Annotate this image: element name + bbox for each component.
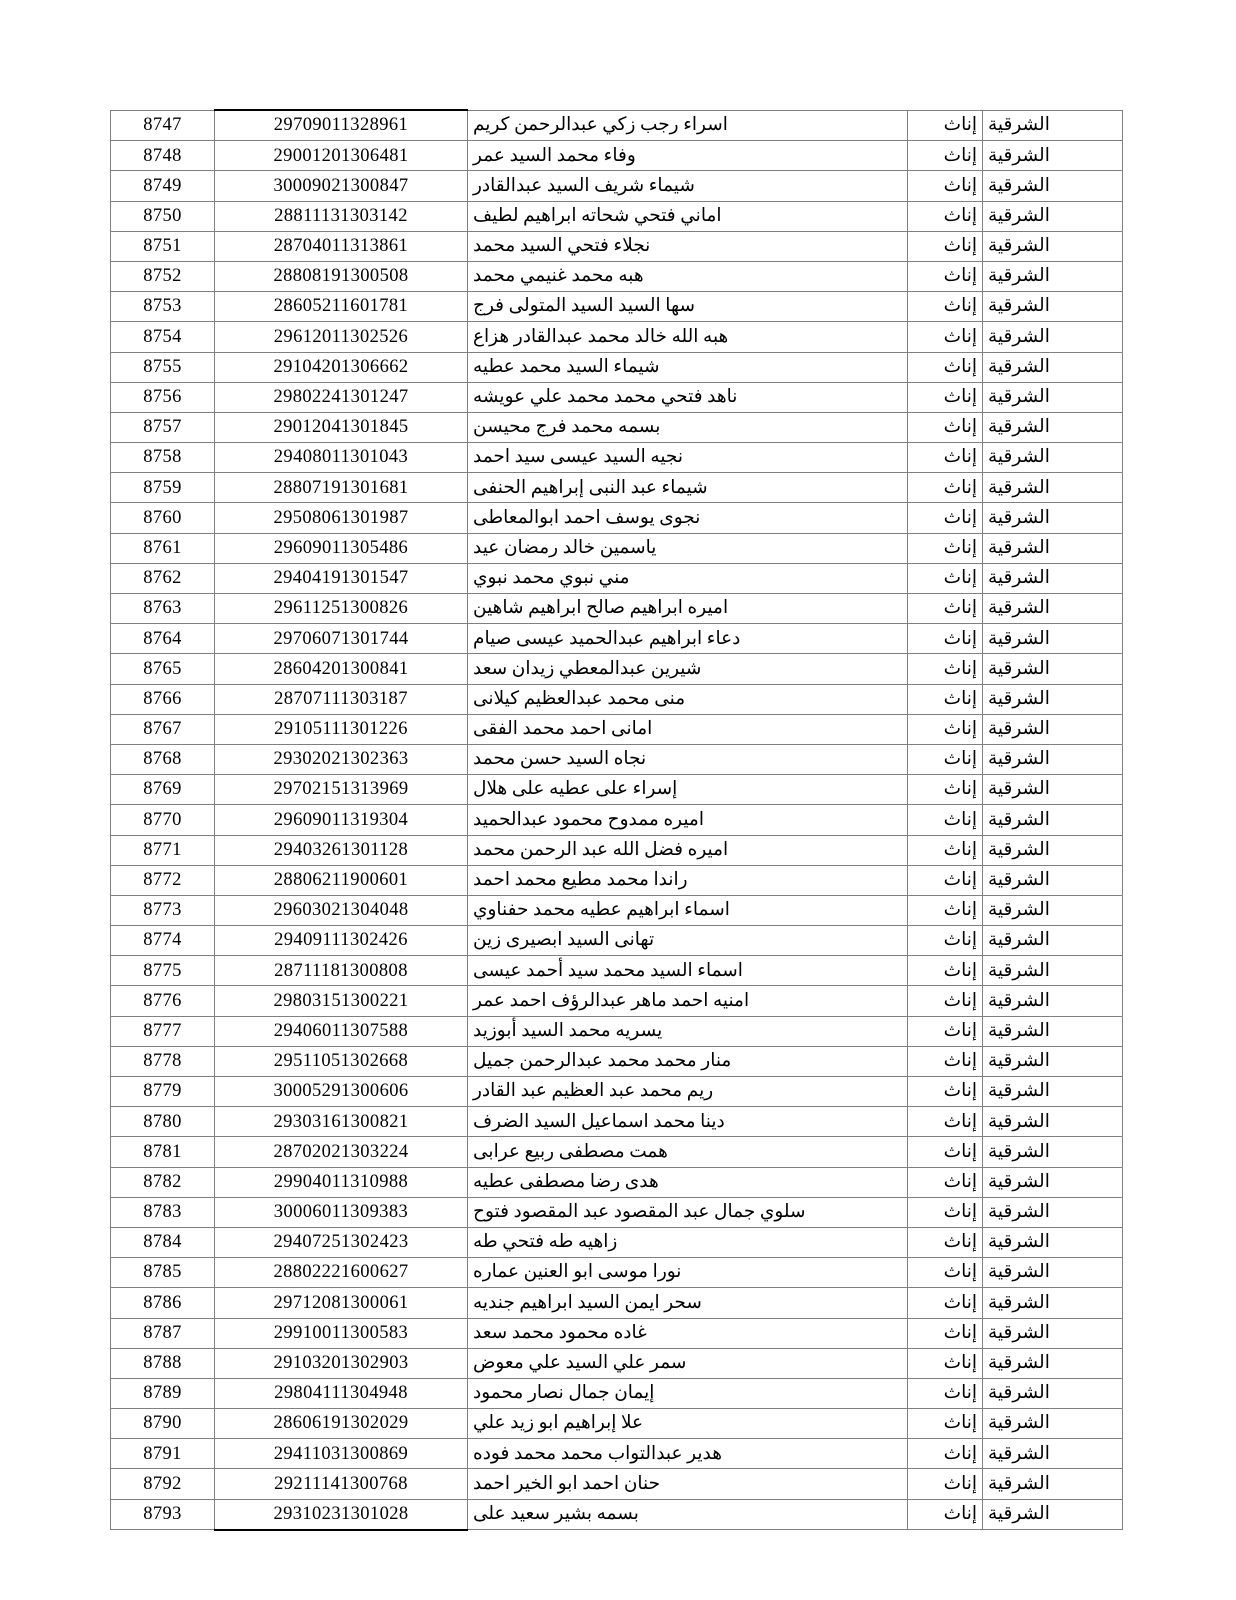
serial-cell: 8750 <box>111 201 215 231</box>
table-row <box>111 956 1123 986</box>
gender-cell: إناث <box>908 594 983 624</box>
serial-cell: 8770 <box>111 805 215 835</box>
gender-cell: إناث <box>908 1409 983 1439</box>
name-cell: ياسمين خالد رمضان عيد <box>468 533 908 563</box>
serial-cell: 8791 <box>111 1439 215 1469</box>
governorate-cell: الشرقية <box>983 1409 1123 1439</box>
gender-cell: إناث <box>908 1288 983 1318</box>
governorate-cell: الشرقية <box>983 412 1123 442</box>
gender-cell: إناث <box>908 473 983 503</box>
table-row <box>111 171 1123 201</box>
table-row <box>111 1227 1123 1257</box>
governorate-cell: الشرقية <box>983 443 1123 473</box>
serial-cell: 8788 <box>111 1348 215 1378</box>
name-cell: غاده محمود محمد سعد <box>468 1318 908 1348</box>
national-id-cell: 28704011313861 <box>215 231 468 261</box>
name-cell: سها السيد السيد المتولى فرج <box>468 292 908 322</box>
governorate-cell: الشرقية <box>983 503 1123 533</box>
name-cell: بسمه بشير سعيد على <box>468 1499 908 1530</box>
governorate-cell: الشرقية <box>983 594 1123 624</box>
table-row <box>111 443 1123 473</box>
table-row <box>111 805 1123 835</box>
name-cell: دعاء ابراهيم عبدالحميد عيسى صيام <box>468 624 908 654</box>
gender-cell: إناث <box>908 1227 983 1257</box>
governorate-cell: الشرقية <box>983 473 1123 503</box>
serial-cell: 8756 <box>111 382 215 412</box>
table-row <box>111 1258 1123 1288</box>
name-cell: سحر ايمن السيد ابراهيم جنديه <box>468 1288 908 1318</box>
gender-cell: إناث <box>908 171 983 201</box>
name-cell: نجاه السيد حسن محمد <box>468 744 908 774</box>
national-id-cell: 30006011309383 <box>215 1197 468 1227</box>
name-cell: دينا محمد اسماعيل السيد الضرف <box>468 1107 908 1137</box>
table-row <box>111 654 1123 684</box>
national-id-cell: 28605211601781 <box>215 292 468 322</box>
governorate-cell: الشرقية <box>983 322 1123 352</box>
national-id-cell: 28606191302029 <box>215 1409 468 1439</box>
name-cell: ناهد فتحي محمد محمد علي عويشه <box>468 382 908 412</box>
table-row <box>111 1348 1123 1378</box>
national-id-cell: 29511051302668 <box>215 1046 468 1076</box>
national-id-cell: 28604201300841 <box>215 654 468 684</box>
name-cell: شيماء السيد محمد عطيه <box>468 352 908 382</box>
name-cell: نجيه السيد عيسى سيد احمد <box>468 443 908 473</box>
gender-cell: إناث <box>908 292 983 322</box>
serial-cell: 8751 <box>111 231 215 261</box>
gender-cell: إناث <box>908 412 983 442</box>
table-row <box>111 412 1123 442</box>
serial-cell: 8752 <box>111 261 215 291</box>
serial-cell: 8747 <box>111 110 215 141</box>
name-cell: ريم محمد عبد العظيم عبد القادر <box>468 1077 908 1107</box>
national-id-cell: 29404191301547 <box>215 563 468 593</box>
table-row <box>111 1016 1123 1046</box>
governorate-cell: الشرقية <box>983 624 1123 654</box>
national-id-cell: 28811131303142 <box>215 201 468 231</box>
table-row <box>111 473 1123 503</box>
governorate-cell: الشرقية <box>983 1107 1123 1137</box>
name-cell: شيماء شريف السيد عبدالقادر <box>468 171 908 201</box>
name-cell: علا إبراهيم ابو زيد علي <box>468 1409 908 1439</box>
governorate-cell: الشرقية <box>983 261 1123 291</box>
national-id-cell: 29411031300869 <box>215 1439 468 1469</box>
gender-cell: إناث <box>908 443 983 473</box>
national-id-cell: 28707111303187 <box>215 684 468 714</box>
gender-cell: إناث <box>908 1318 983 1348</box>
serial-cell: 8766 <box>111 684 215 714</box>
name-cell: امنيه احمد ماهر عبدالرؤف احمد عمر <box>468 986 908 1016</box>
table-row <box>111 865 1123 895</box>
national-id-cell: 28711181300808 <box>215 956 468 986</box>
gender-cell: إناث <box>908 110 983 141</box>
governorate-cell: الشرقية <box>983 533 1123 563</box>
governorate-cell: الشرقية <box>983 986 1123 1016</box>
table-row <box>111 382 1123 412</box>
table-row <box>111 110 1123 141</box>
serial-cell: 8792 <box>111 1469 215 1499</box>
governorate-cell: الشرقية <box>983 141 1123 171</box>
gender-cell: إناث <box>908 775 983 805</box>
national-id-cell: 29804111304948 <box>215 1378 468 1408</box>
governorate-cell: الشرقية <box>983 1499 1123 1530</box>
serial-cell: 8790 <box>111 1409 215 1439</box>
governorate-cell: الشرقية <box>983 714 1123 744</box>
governorate-cell: الشرقية <box>983 352 1123 382</box>
gender-cell: إناث <box>908 563 983 593</box>
serial-cell: 8760 <box>111 503 215 533</box>
governorate-cell: الشرقية <box>983 805 1123 835</box>
serial-cell: 8785 <box>111 1258 215 1288</box>
gender-cell: إناث <box>908 201 983 231</box>
roster-table-container <box>111 109 1123 1531</box>
gender-cell: إناث <box>908 986 983 1016</box>
gender-cell: إناث <box>908 865 983 895</box>
table-row <box>111 1167 1123 1197</box>
governorate-cell: الشرقية <box>983 382 1123 412</box>
serial-cell: 8749 <box>111 171 215 201</box>
gender-cell: إناث <box>908 1197 983 1227</box>
gender-cell: إناث <box>908 141 983 171</box>
serial-cell: 8783 <box>111 1197 215 1227</box>
table-row <box>111 322 1123 352</box>
national-id-cell: 28808191300508 <box>215 261 468 291</box>
serial-cell: 8793 <box>111 1499 215 1530</box>
name-cell: منى محمد عبدالعظيم كيلانى <box>468 684 908 714</box>
governorate-cell: الشرقية <box>983 1016 1123 1046</box>
gender-cell: إناث <box>908 1016 983 1046</box>
name-cell: راندا محمد مطيع محمد احمد <box>468 865 908 895</box>
serial-cell: 8777 <box>111 1016 215 1046</box>
serial-cell: 8784 <box>111 1227 215 1257</box>
governorate-cell: الشرقية <box>983 775 1123 805</box>
gender-cell: إناث <box>908 926 983 956</box>
serial-cell: 8768 <box>111 744 215 774</box>
governorate-cell: الشرقية <box>983 1439 1123 1469</box>
national-id-cell: 29406011307588 <box>215 1016 468 1046</box>
serial-cell: 8782 <box>111 1167 215 1197</box>
national-id-cell: 29910011300583 <box>215 1318 468 1348</box>
governorate-cell: الشرقية <box>983 865 1123 895</box>
table-row <box>111 1107 1123 1137</box>
name-cell: هبه محمد غنيمي محمد <box>468 261 908 291</box>
name-cell: إيمان جمال نصار محمود <box>468 1378 908 1408</box>
national-id-cell: 29508061301987 <box>215 503 468 533</box>
serial-cell: 8755 <box>111 352 215 382</box>
gender-cell: إناث <box>908 744 983 774</box>
table-row <box>111 533 1123 563</box>
gender-cell: إناث <box>908 322 983 352</box>
name-cell: وفاء محمد السيد عمر <box>468 141 908 171</box>
serial-cell: 8776 <box>111 986 215 1016</box>
table-row <box>111 1046 1123 1076</box>
national-id-cell: 29403261301128 <box>215 835 468 865</box>
serial-cell: 8778 <box>111 1046 215 1076</box>
name-cell: نجوى يوسف احمد ابوالمعاطى <box>468 503 908 533</box>
name-cell: هبه الله خالد محمد عبدالقادر هزاع <box>468 322 908 352</box>
roster-table-body <box>111 110 1123 1530</box>
governorate-cell: الشرقية <box>983 1348 1123 1378</box>
name-cell: اسماء السيد محمد سيد أحمد عيسى <box>468 956 908 986</box>
national-id-cell: 28702021303224 <box>215 1137 468 1167</box>
national-id-cell: 30005291300606 <box>215 1077 468 1107</box>
table-row <box>111 1137 1123 1167</box>
serial-cell: 8758 <box>111 443 215 473</box>
serial-cell: 8757 <box>111 412 215 442</box>
national-id-cell: 29409111302426 <box>215 926 468 956</box>
governorate-cell: الشرقية <box>983 1258 1123 1288</box>
national-id-cell: 29712081300061 <box>215 1288 468 1318</box>
name-cell: نجلاء فتحي السيد محمد <box>468 231 908 261</box>
table-row <box>111 1077 1123 1107</box>
table-row <box>111 1409 1123 1439</box>
national-id-cell: 29303161300821 <box>215 1107 468 1137</box>
serial-cell: 8773 <box>111 895 215 925</box>
name-cell: سمر علي السيد علي معوض <box>468 1348 908 1378</box>
gender-cell: إناث <box>908 684 983 714</box>
governorate-cell: الشرقية <box>983 563 1123 593</box>
table-row <box>111 895 1123 925</box>
national-id-cell: 29012041301845 <box>215 412 468 442</box>
governorate-cell: الشرقية <box>983 1137 1123 1167</box>
gender-cell: إناث <box>908 503 983 533</box>
gender-cell: إناث <box>908 352 983 382</box>
serial-cell: 8787 <box>111 1318 215 1348</box>
name-cell: حنان احمد ابو الخير احمد <box>468 1469 908 1499</box>
national-id-cell: 28807191301681 <box>215 473 468 503</box>
table-row <box>111 352 1123 382</box>
serial-cell: 8775 <box>111 956 215 986</box>
gender-cell: إناث <box>908 1046 983 1076</box>
table-row <box>111 744 1123 774</box>
name-cell: اميره ابراهيم صالح ابراهيم شاهين <box>468 594 908 624</box>
governorate-cell: الشرقية <box>983 1077 1123 1107</box>
serial-cell: 8762 <box>111 563 215 593</box>
national-id-cell: 29103201302903 <box>215 1348 468 1378</box>
serial-cell: 8781 <box>111 1137 215 1167</box>
table-row <box>111 261 1123 291</box>
gender-cell: إناث <box>908 533 983 563</box>
name-cell: مني نبوي محمد نبوي <box>468 563 908 593</box>
national-id-cell: 28806211900601 <box>215 865 468 895</box>
national-id-cell: 29904011310988 <box>215 1167 468 1197</box>
serial-cell: 8779 <box>111 1077 215 1107</box>
serial-cell: 8765 <box>111 654 215 684</box>
national-id-cell: 29407251302423 <box>215 1227 468 1257</box>
national-id-cell: 29609011305486 <box>215 533 468 563</box>
table-row <box>111 714 1123 744</box>
name-cell: اميره فضل الله عبد الرحمن محمد <box>468 835 908 865</box>
name-cell: سلوي جمال عبد المقصود عبد المقصود فتوح <box>468 1197 908 1227</box>
name-cell: اميره ممدوح محمود عبدالحميد <box>468 805 908 835</box>
table-row <box>111 141 1123 171</box>
table-row <box>111 503 1123 533</box>
national-id-cell: 29706071301744 <box>215 624 468 654</box>
gender-cell: إناث <box>908 654 983 684</box>
name-cell: اسراء رجب زكي عبدالرحمن كريم <box>468 110 908 141</box>
name-cell: اسماء ابراهيم عطيه محمد حفناوي <box>468 895 908 925</box>
gender-cell: إناث <box>908 261 983 291</box>
governorate-cell: الشرقية <box>983 1378 1123 1408</box>
governorate-cell: الشرقية <box>983 1197 1123 1227</box>
serial-cell: 8761 <box>111 533 215 563</box>
serial-cell: 8769 <box>111 775 215 805</box>
national-id-cell: 29603021304048 <box>215 895 468 925</box>
name-cell: يسريه محمد السيد أبوزيد <box>468 1016 908 1046</box>
governorate-cell: الشرقية <box>983 926 1123 956</box>
serial-cell: 8767 <box>111 714 215 744</box>
national-id-cell: 30009021300847 <box>215 171 468 201</box>
governorate-cell: الشرقية <box>983 835 1123 865</box>
national-id-cell: 29310231301028 <box>215 1499 468 1530</box>
table-row <box>111 926 1123 956</box>
gender-cell: إناث <box>908 1469 983 1499</box>
table-row <box>111 775 1123 805</box>
national-id-cell: 29211141300768 <box>215 1469 468 1499</box>
national-id-cell: 29408011301043 <box>215 443 468 473</box>
serial-cell: 8786 <box>111 1288 215 1318</box>
table-row <box>111 835 1123 865</box>
gender-cell: إناث <box>908 1499 983 1530</box>
national-id-cell: 28802221600627 <box>215 1258 468 1288</box>
gender-cell: إناث <box>908 1107 983 1137</box>
gender-cell: إناث <box>908 1378 983 1408</box>
governorate-cell: الشرقية <box>983 292 1123 322</box>
governorate-cell: الشرقية <box>983 744 1123 774</box>
gender-cell: إناث <box>908 624 983 654</box>
gender-cell: إناث <box>908 714 983 744</box>
name-cell: اماني فتحي شحاته ابراهيم لطيف <box>468 201 908 231</box>
national-id-cell: 29609011319304 <box>215 805 468 835</box>
serial-cell: 8772 <box>111 865 215 895</box>
serial-cell: 8780 <box>111 1107 215 1137</box>
national-id-cell: 29709011328961 <box>215 110 468 141</box>
gender-cell: إناث <box>908 1167 983 1197</box>
national-id-cell: 29612011302526 <box>215 322 468 352</box>
national-id-cell: 29001201306481 <box>215 141 468 171</box>
serial-cell: 8759 <box>111 473 215 503</box>
serial-cell: 8774 <box>111 926 215 956</box>
name-cell: تهانى السيد ابصيرى زين <box>468 926 908 956</box>
governorate-cell: الشرقية <box>983 1318 1123 1348</box>
serial-cell: 8763 <box>111 594 215 624</box>
governorate-cell: الشرقية <box>983 1167 1123 1197</box>
name-cell: زاهيه طه فتحي طه <box>468 1227 908 1257</box>
table-row <box>111 231 1123 261</box>
gender-cell: إناث <box>908 231 983 261</box>
name-cell: همت مصطفى ربيع عرابى <box>468 1137 908 1167</box>
national-id-cell: 29803151300221 <box>215 986 468 1016</box>
name-cell: إسراء على عطيه على هلال <box>468 775 908 805</box>
table-row <box>111 624 1123 654</box>
table-row <box>111 1318 1123 1348</box>
table-row <box>111 594 1123 624</box>
governorate-cell: الشرقية <box>983 201 1123 231</box>
table-row <box>111 1439 1123 1469</box>
name-cell: منار محمد محمد عبدالرحمن جميل <box>468 1046 908 1076</box>
name-cell: نورا موسى ابو العنين عماره <box>468 1258 908 1288</box>
name-cell: هدى رضا مصطفى عطيه <box>468 1167 908 1197</box>
governorate-cell: الشرقية <box>983 1469 1123 1499</box>
governorate-cell: الشرقية <box>983 1046 1123 1076</box>
gender-cell: إناث <box>908 1348 983 1378</box>
serial-cell: 8754 <box>111 322 215 352</box>
serial-cell: 8748 <box>111 141 215 171</box>
gender-cell: إناث <box>908 382 983 412</box>
table-row <box>111 201 1123 231</box>
governorate-cell: الشرقية <box>983 110 1123 141</box>
serial-cell: 8753 <box>111 292 215 322</box>
governorate-cell: الشرقية <box>983 1227 1123 1257</box>
governorate-cell: الشرقية <box>983 654 1123 684</box>
name-cell: بسمه محمد فرج محيسن <box>468 412 908 442</box>
governorate-cell: الشرقية <box>983 231 1123 261</box>
name-cell: هدير عبدالتواب محمد محمد فوده <box>468 1439 908 1469</box>
table-row <box>111 1197 1123 1227</box>
national-id-cell: 29802241301247 <box>215 382 468 412</box>
table-row <box>111 986 1123 1016</box>
gender-cell: إناث <box>908 835 983 865</box>
serial-cell: 8789 <box>111 1378 215 1408</box>
gender-cell: إناث <box>908 1137 983 1167</box>
table-row <box>111 1288 1123 1318</box>
national-id-cell: 29104201306662 <box>215 352 468 382</box>
national-id-cell: 29105111301226 <box>215 714 468 744</box>
table-row <box>111 684 1123 714</box>
gender-cell: إناث <box>908 1439 983 1469</box>
gender-cell: إناث <box>908 895 983 925</box>
gender-cell: إناث <box>908 1258 983 1288</box>
national-id-cell: 29302021302363 <box>215 744 468 774</box>
roster-table <box>110 109 1123 1531</box>
gender-cell: إناث <box>908 1077 983 1107</box>
governorate-cell: الشرقية <box>983 1288 1123 1318</box>
name-cell: شيرين عبدالمعطي زيدان سعد <box>468 654 908 684</box>
name-cell: شيماء عبد النبى إبراهيم الحنفى <box>468 473 908 503</box>
serial-cell: 8771 <box>111 835 215 865</box>
name-cell: امانى احمد محمد الفقى <box>468 714 908 744</box>
gender-cell: إناث <box>908 956 983 986</box>
national-id-cell: 29611251300826 <box>215 594 468 624</box>
governorate-cell: الشرقية <box>983 171 1123 201</box>
governorate-cell: الشرقية <box>983 956 1123 986</box>
table-row <box>111 1499 1123 1530</box>
governorate-cell: الشرقية <box>983 895 1123 925</box>
table-row <box>111 1378 1123 1408</box>
serial-cell: 8764 <box>111 624 215 654</box>
table-row <box>111 563 1123 593</box>
gender-cell: إناث <box>908 805 983 835</box>
table-row <box>111 292 1123 322</box>
table-row <box>111 1469 1123 1499</box>
national-id-cell: 29702151313969 <box>215 775 468 805</box>
governorate-cell: الشرقية <box>983 684 1123 714</box>
